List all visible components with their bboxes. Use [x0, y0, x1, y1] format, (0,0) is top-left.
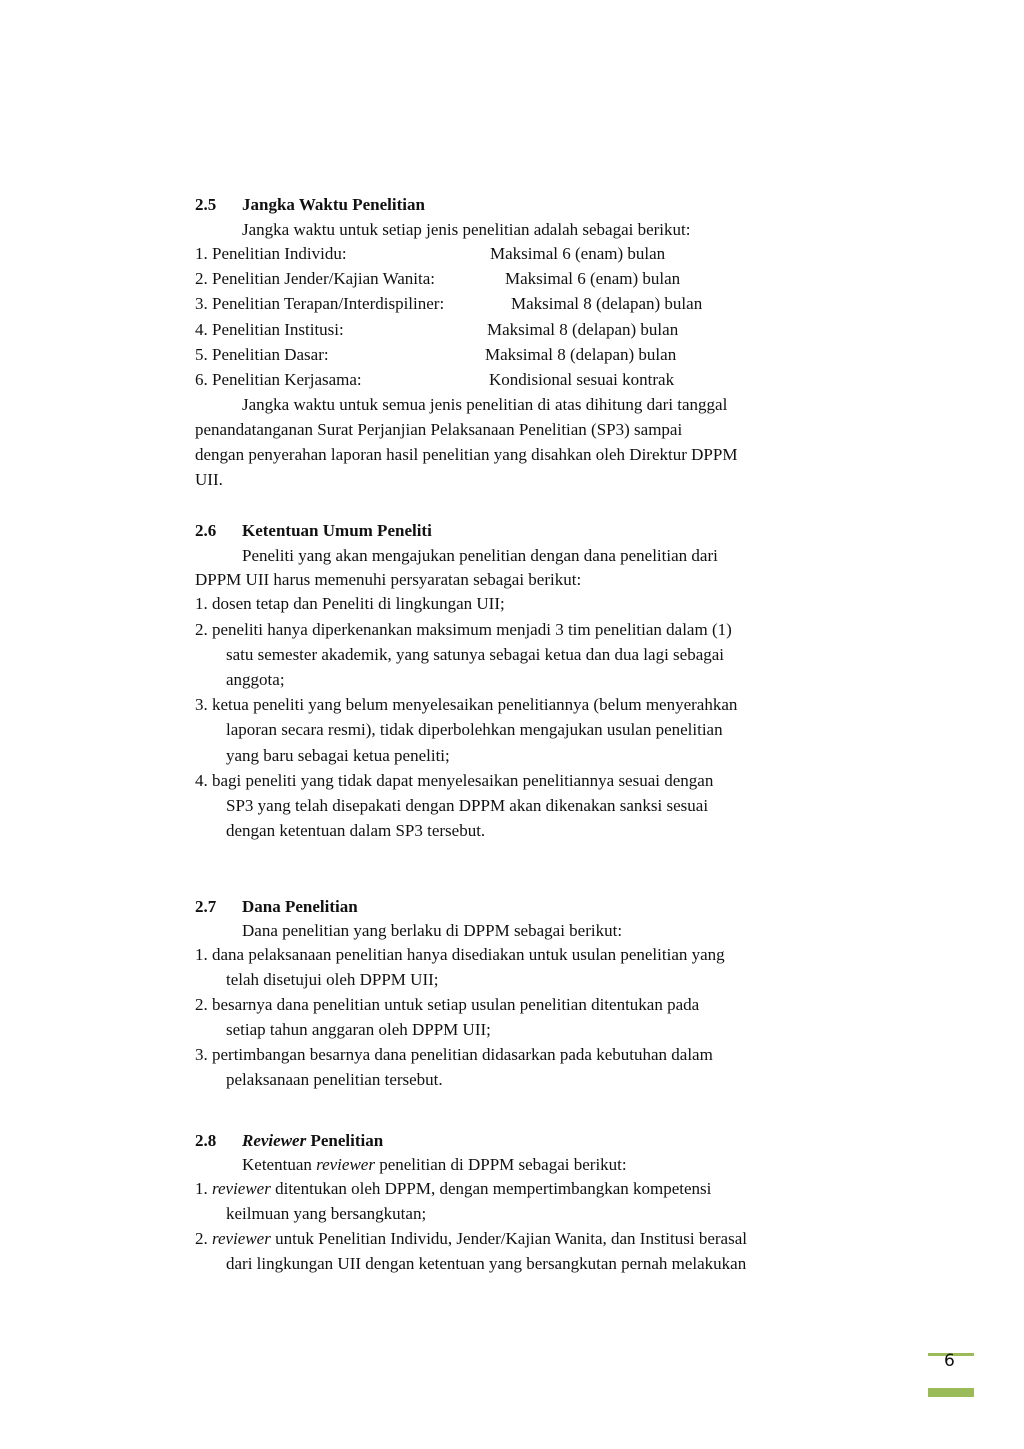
list-item-continuation: satu semester akademik, yang satunya sebagai ketua dan dua lagi sebagai [226, 645, 725, 664]
list-item: 1. dana pelaksanaan penelitian hanya disediakan untuk usulan penelitian yang [195, 945, 725, 964]
list-item [195, 1229, 747, 1249]
section-2-8-title-italic: Reviewer [242, 1131, 307, 1150]
duration-value: Maksimal 8 (delapan) bulan [511, 294, 703, 313]
list-item-continuation: laporan secara resmi), tidak diperbolehkan mengajukan usulan penelitian [226, 720, 723, 739]
duration-label: 5. Penelitian Dasar: [195, 345, 329, 364]
duration-value: Maksimal 6 (enam) bulan [490, 244, 666, 263]
paragraph-line: UII. [195, 470, 223, 489]
duration-label: 2. Penelitian Jender/Kajian Wanita: [195, 269, 436, 288]
list-italic: reviewer [212, 1179, 271, 1198]
section-2-8-intro [242, 1155, 627, 1175]
section-2-8-number: 2.8 [195, 1131, 217, 1150]
list-number: 1. [195, 1179, 212, 1198]
list-item-continuation: dengan ketentuan dalam SP3 tersebut. [226, 821, 486, 840]
list-item: 2. peneliti hanya diperkenankan maksimum menjadi 3 tim penelitian dalam (1) [195, 620, 732, 639]
list-item-continuation: dari lingkungan UII dengan ketentuan yang bersangkutan pernah melakukan [226, 1254, 747, 1273]
section-2-7-number: 2.7 [195, 897, 217, 916]
duration-label: 1. Penelitian Individu: [195, 244, 347, 263]
duration-value: Maksimal 8 (delapan) bulan [487, 320, 679, 339]
paragraph-line: penandatanganan Surat Perjanjian Pelaksanaan Penelitian (SP3) sampai [195, 420, 683, 439]
duration-value: Maksimal 8 (delapan) bulan [485, 345, 677, 364]
section-2-8-title [242, 1131, 383, 1151]
paragraph-line: DPPM UII harus memenuhi persyaratan sebagai berikut: [195, 570, 582, 589]
section-2-7-title: Dana Penelitian [242, 897, 358, 916]
intro-text: penelitian di DPPM sebagai berikut: [374, 1155, 627, 1174]
section-2-7-intro: Dana penelitian yang berlaku di DPPM sebagai berikut: [242, 921, 623, 940]
list-item-continuation: SP3 yang telah disepakati dengan DPPM akan dikenakan sanksi sesuai [226, 796, 709, 815]
section-2-5-number: 2.5 [195, 195, 217, 214]
section-2-8-title-rest: Penelitian [306, 1131, 384, 1150]
duration-value: Kondisional sesuai kontrak [489, 370, 675, 389]
section-2-5-intro: Jangka waktu untuk setiap jenis penelitian adalah sebagai berikut: [242, 220, 691, 239]
list-item-continuation: keilmuan yang bersangkutan; [226, 1204, 427, 1223]
list-item-continuation: pelaksanaan penelitian tersebut. [226, 1070, 443, 1089]
list-text: untuk Penelitian Individu, Jender/Kajian Wanita, dan Institusi berasal [270, 1229, 747, 1248]
paragraph-line: Peneliti yang akan mengajukan penelitian dengan dana penelitian dari [242, 546, 718, 565]
list-item: 1. dosen tetap dan Peneliti di lingkungan UII; [195, 594, 505, 613]
section-2-6-title: Ketentuan Umum Peneliti [242, 521, 432, 540]
section-2-5-title: Jangka Waktu Penelitian [242, 195, 425, 214]
section-2-6-number: 2.6 [195, 521, 217, 540]
list-item-continuation: anggota; [226, 670, 285, 689]
list-item [195, 1179, 711, 1199]
list-italic: reviewer [212, 1229, 271, 1248]
intro-text: Ketentuan [242, 1155, 317, 1174]
duration-label: 4. Penelitian Institusi: [195, 320, 344, 339]
duration-value: Maksimal 6 (enam) bulan [505, 269, 681, 288]
list-item: 3. ketua peneliti yang belum menyelesaikan penelitiannya (belum menyerahkan [195, 695, 738, 714]
paragraph-line: Jangka waktu untuk semua jenis penelitian di atas dihitung dari tanggal [242, 395, 728, 414]
list-item-continuation: setiap tahun anggaran oleh DPPM UII; [226, 1020, 491, 1039]
duration-label: 6. Penelitian Kerjasama: [195, 370, 362, 389]
list-item: 3. pertimbangan besarnya dana penelitian didasarkan pada kebutuhan dalam [195, 1045, 713, 1064]
list-item: 2. besarnya dana penelitian untuk setiap usulan penelitian ditentukan pada [195, 995, 700, 1014]
page-number: 6 [944, 1351, 955, 1371]
list-item-continuation: yang baru sebagai ketua peneliti; [226, 746, 450, 765]
list-number: 2. [195, 1229, 212, 1248]
intro-italic: reviewer [316, 1155, 375, 1174]
paragraph-line: dengan penyerahan laporan hasil penelitian yang disahkan oleh Direktur DPPM [195, 445, 738, 464]
list-item-continuation: telah disetujui oleh DPPM UII; [226, 970, 439, 989]
list-text: ditentukan oleh DPPM, dengan mempertimbangkan kompetensi [270, 1179, 712, 1198]
duration-label: 3. Penelitian Terapan/Interdispiliner: [195, 294, 445, 313]
list-item: 4. bagi peneliti yang tidak dapat menyelesaikan penelitiannya sesuai dengan [195, 771, 714, 790]
page-number-accent-bottom [928, 1388, 974, 1397]
